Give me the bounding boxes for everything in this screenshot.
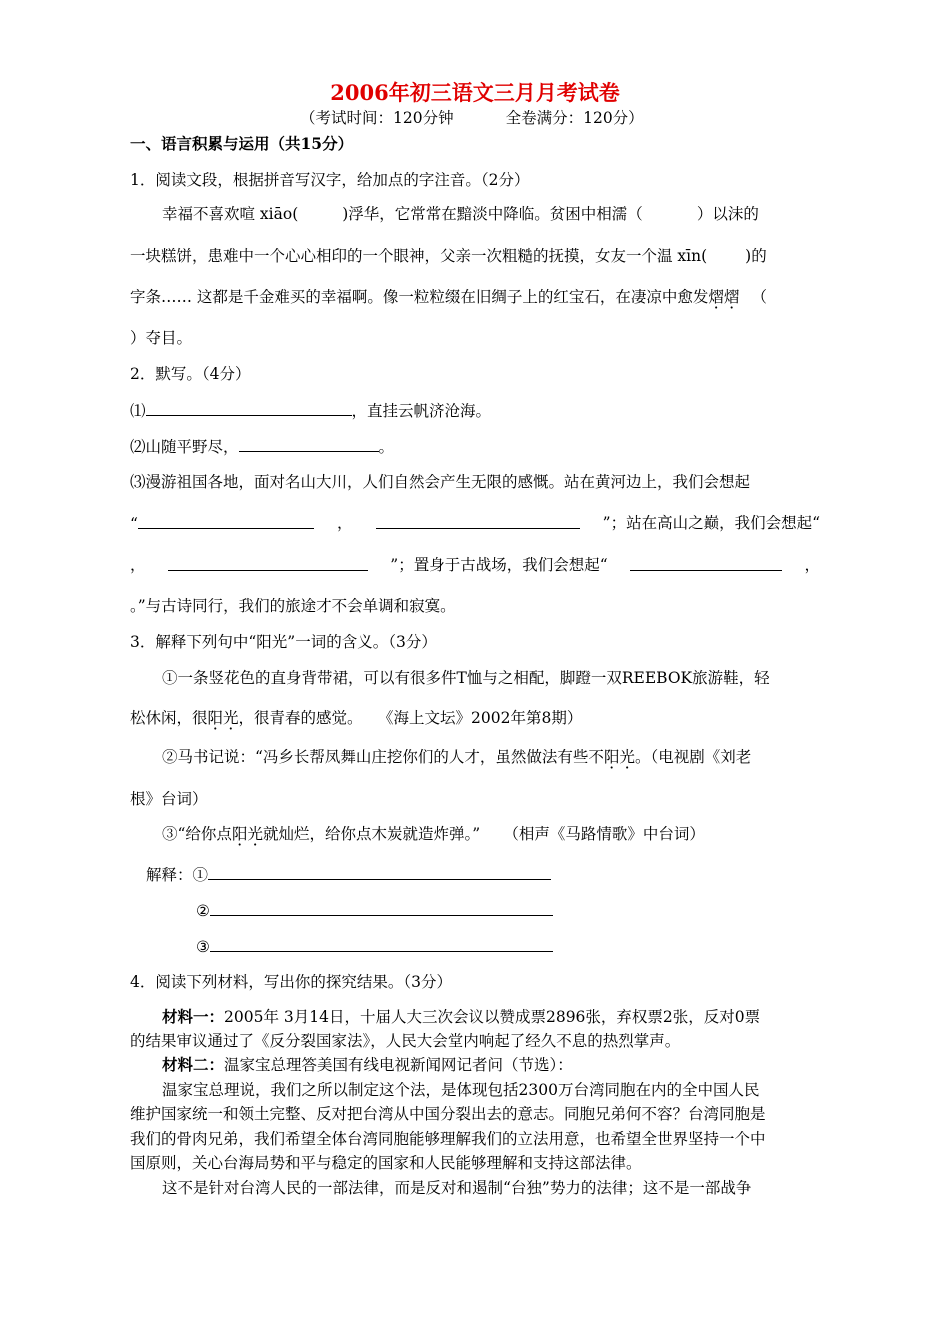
item-number: ⑴ (130, 402, 146, 420)
q2-text: ⑵山随平野尽， (130, 438, 239, 456)
answer-line (146, 864, 551, 885)
material-line: 维护国家统一和领土完整、反对把台湾从中国分裂出去的意志。同胞兄弟何不容？台湾同胞是 (130, 1105, 766, 1123)
q1-text: )浮华，它常常在黯淡中降临。贫困中相濡（ (342, 205, 643, 223)
q3-text: 就灿烂，给你点木炭就造炸弹。” （相声《马路情歌》中台词） (262, 825, 705, 843)
material-text: 2005年 3月14日，十届人大三次会议以赞成票2896张，弃权票2张，反对0票 (224, 1008, 761, 1026)
q3-text: 。（电视剧《刘老 (634, 748, 752, 766)
exam-info (300, 108, 644, 128)
answer-label: ② (196, 902, 210, 920)
question-1-line (130, 246, 767, 266)
dotted-char: 熠 (723, 288, 740, 306)
question-3-heading: 3．解释下列句中“阳光”一词的含义。（3分） (130, 633, 437, 651)
question-1-line (162, 204, 759, 224)
material-line: 我们的骨肉兄弟，我们希望全体台湾同胞能够理解我们的立法用意，也希望全世界坚持一个中 (130, 1130, 766, 1148)
q2-text: ， (337, 514, 353, 532)
material-line (162, 1007, 760, 1027)
material-label: 材料二： (162, 1055, 225, 1074)
dotted-char: 光 (247, 825, 263, 843)
question-1-line (130, 287, 767, 307)
q1-text: 幸福不喜欢喧 xiāo( (162, 205, 299, 223)
answer-label: 解释：① (146, 866, 209, 884)
answer-line (196, 900, 553, 921)
full-score: 全卷满分：120分） (505, 109, 644, 127)
q2-text: “ (130, 515, 138, 533)
q3-text: 松休闲，很 (130, 709, 208, 727)
answer-blank[interactable] (146, 400, 352, 416)
answer-blank[interactable] (210, 900, 553, 916)
dotted-char: 光 (619, 748, 635, 766)
question-2-line (130, 436, 394, 457)
q3-text: ，很青春的感觉。 《海上文坛》2002年第8期） (238, 709, 583, 727)
question-2-line: 。”与古诗同行，我们的旅途才不会单调和寂寞。 (130, 597, 456, 615)
question-3-line (130, 708, 582, 728)
question-3-line: ①一条竖花色的直身背带裙，可以有很多件T恤与之相配，脚蹬一双REEBOK旅游鞋，轻 (162, 669, 770, 687)
q3-text: ②马书记说：“冯乡长帮凤舞山庄挖你们的人才，虽然做法有些不 (162, 748, 604, 766)
answer-blank[interactable] (138, 513, 314, 529)
question-4-heading: 4．阅读下列材料，写出你的探究结果。（3分） (130, 973, 452, 991)
q1-text: 一块糕饼，患难中一个心心相印的一个眼神，父亲一次粗糙的抚摸，女友一个温 xīn( (130, 247, 708, 265)
q1-text: （ (751, 288, 767, 306)
material-line: 这不是针对台湾人民的一部法律，而是反对和遏制“台独”势力的法律；这不是一部战争 (162, 1179, 752, 1197)
dotted-char: 阳 (603, 748, 620, 766)
question-3-line (162, 824, 705, 844)
q2-text: ”；置身于古战场，我们会想起“ (390, 556, 608, 574)
question-1-heading: 1．阅读文段，根据拼音写汉字，给加点的字注音。（2分） (130, 171, 530, 189)
answer-line (196, 936, 553, 957)
answer-blank[interactable] (210, 936, 553, 952)
material-line (162, 1055, 573, 1075)
section-heading: 一、语言积累与运用（共15分） (130, 134, 354, 153)
q3-text: ③“给你点 (162, 825, 232, 843)
q1-text: ）以沫的 (696, 205, 759, 223)
question-2-line (130, 555, 820, 575)
question-3-line: 根》台词） (130, 790, 208, 808)
answer-blank[interactable] (168, 555, 368, 571)
question-2-line: ⑶漫游祖国各地，面对名山大川，人们自然会产生无限的感慨。站在黄河边上，我们会想起 (130, 473, 751, 491)
q2-text: ， (130, 556, 146, 574)
dotted-char: 光 (223, 709, 239, 727)
q1-text: )的 (745, 247, 767, 265)
answer-blank[interactable] (208, 864, 551, 880)
material-label: 材料一： (162, 1007, 225, 1026)
q2-text: ，直挂云帆济沧海。 (351, 402, 492, 420)
answer-label: ③ (196, 938, 210, 956)
exam-time: （考试时间：120分钟 (300, 109, 454, 127)
question-2-line (130, 513, 820, 534)
question-2-heading: 2．默写。（4分） (130, 365, 251, 383)
answer-blank[interactable] (239, 436, 379, 452)
answer-blank[interactable] (630, 555, 782, 571)
question-2-line (130, 400, 491, 421)
question-3-line (162, 747, 751, 767)
question-1-line: ）夺目。 (130, 329, 193, 347)
q2-text: ”；站在高山之巅，我们会想起“ (602, 514, 820, 532)
material-line: 温家宝总理说，我们之所以制定这个法，是体现包括2300万台湾同胞在内的全中国人民 (162, 1081, 760, 1099)
material-line: 的结果审议通过了《反分裂国家法》，人民大会堂内响起了经久不息的热烈掌声。 (130, 1032, 681, 1050)
q1-text: 字条…… 这都是千金难买的幸福啊。像一粒粒缀在旧绸子上的红宝石，在凄凉中愈发 (130, 288, 709, 306)
dotted-char: 熠 (708, 288, 724, 306)
q2-text: 。 (378, 438, 395, 456)
q2-text: ， (804, 556, 820, 574)
material-line: 国原则，关心台海局势和平与稳定的国家和人民能够理解和支持这部法律。 (130, 1154, 642, 1172)
answer-blank[interactable] (376, 513, 580, 529)
material-text: 温家宝总理答美国有线电视新闻网记者问（节选）： (224, 1056, 573, 1074)
dotted-char: 阳 (207, 709, 224, 727)
dotted-char: 阳 (231, 825, 248, 843)
page-title: 2006年初三语文三月月考试卷 (330, 80, 620, 105)
